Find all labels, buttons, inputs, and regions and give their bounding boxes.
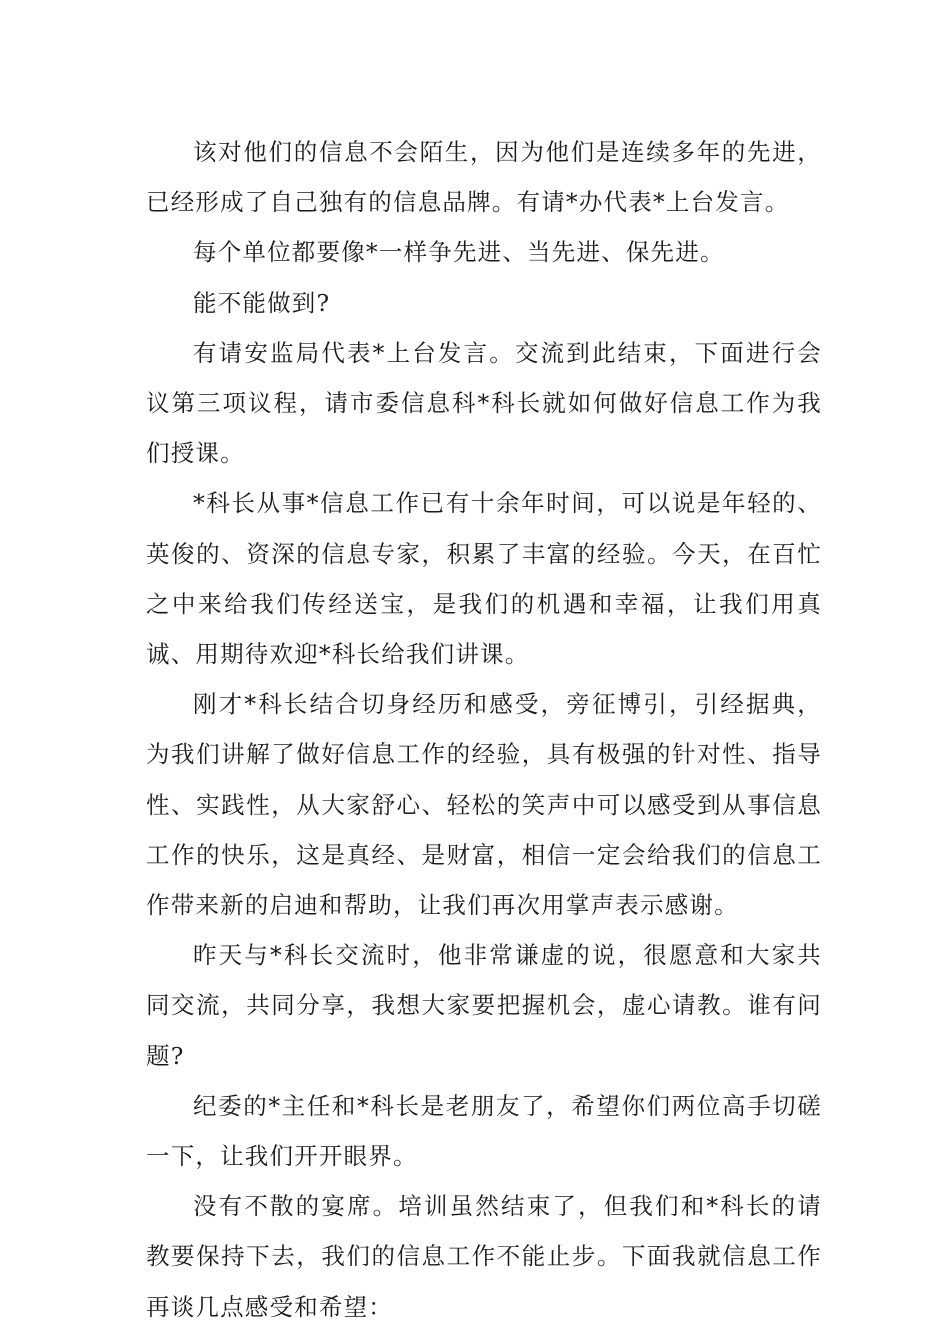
paragraph: 没有不散的宴席。培训虽然结束了，但我们和*科长的请教要保持下去，我们的信息工作不能止步。下面我就信息工作再谈几点感受和希望： — [146, 1192, 822, 1321]
paragraph: 纪委的*主任和*科长是老朋友了，希望你们两位高手切磋一下，让我们开开眼界。 — [146, 1091, 822, 1171]
paragraph: 刚才*科长结合切身经历和感受，旁征博引，引经据典，为我们讲解了做好信息工作的经验，具有极强的针对性、指导性、实践性，从大家舒心、轻松的笑声中可以感受到从事信息工作的快乐，这是真经、是财富，相信一定会给我们的信息工作带来新的启迪和帮助，让我们再次用掌声表示感谢。 — [146, 690, 822, 920]
paragraph: 能不能做到? — [193, 288, 331, 317]
paragraph: 有请安监局代表*上台发言。交流到此结束，下面进行会议第三项议程，请市委信息科*科长就如何做好信息工作为我们授课。 — [146, 338, 822, 468]
document-body — [146, 127, 822, 1332]
paragraph: *科长从事*信息工作已有十余年时间，可以说是年轻的、英俊的、资深的信息专家，积累了丰富的经验。今天，在百忙之中来给我们传经送宝，是我们的机遇和幸福，让我们用真诚、用期待欢迎*科长给我们讲课。 — [146, 489, 822, 669]
paragraph: 昨天与*科长交流时，他非常谦虚的说，很愿意和大家共同交流，共同分享，我想大家要把握机会，虚心请教。谁有问题? — [146, 941, 822, 1070]
paragraph: 每个单位都要像*一样争先进、当先进、保先进。 — [193, 238, 725, 267]
paragraph: 该对他们的信息不会陌生，因为他们是连续多年的先进，已经形成了自己独有的信息品牌。有请*办代表*上台发言。 — [146, 138, 822, 217]
